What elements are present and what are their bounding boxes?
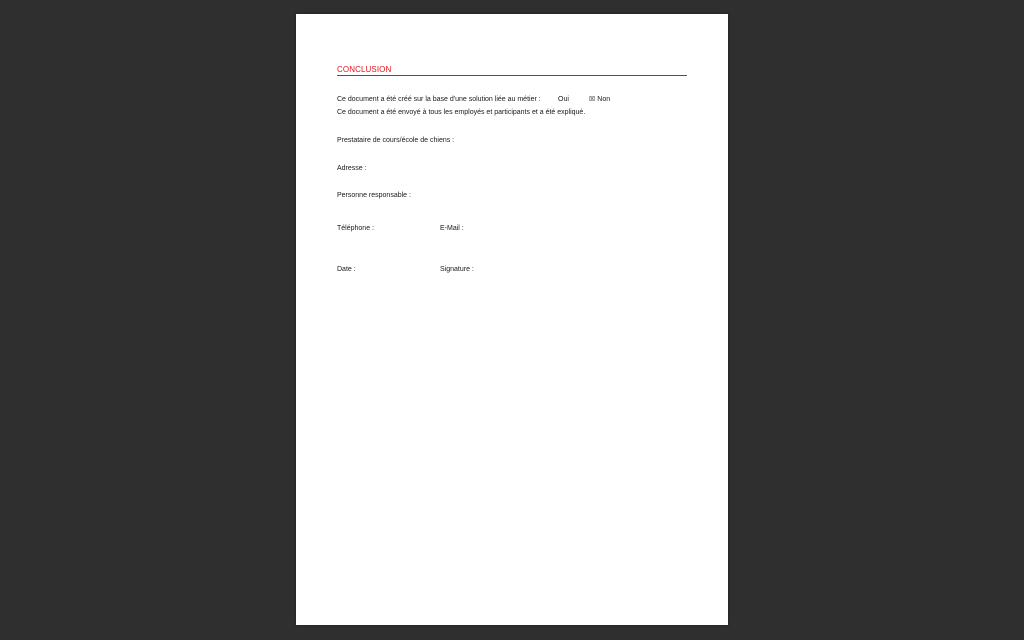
business-solution-statement: Ce document a été créé sur la base d'une solution liée au métier : bbox=[337, 96, 541, 103]
date-label: Date : bbox=[337, 266, 356, 273]
heading-underline bbox=[337, 75, 687, 76]
phone-label: Téléphone : bbox=[337, 225, 374, 232]
distribution-statement: Ce document a été envoyé à tous les employés et participants et a été expliqué. bbox=[337, 109, 586, 116]
provider-label: Prestataire de cours/école de chiens : bbox=[337, 137, 455, 144]
option-yes-label: Oui bbox=[558, 96, 569, 103]
responsible-person-label: Personne responsable : bbox=[337, 192, 411, 199]
checked-box-icon: ☒ bbox=[589, 96, 596, 103]
section-heading: CONCLUSION bbox=[337, 65, 392, 74]
signature-label: Signature : bbox=[440, 266, 474, 273]
email-label: E-Mail : bbox=[440, 225, 464, 232]
document-page bbox=[296, 14, 728, 625]
option-no-label: Non bbox=[597, 96, 611, 103]
address-label: Adresse : bbox=[337, 165, 367, 172]
option-no bbox=[589, 95, 610, 104]
